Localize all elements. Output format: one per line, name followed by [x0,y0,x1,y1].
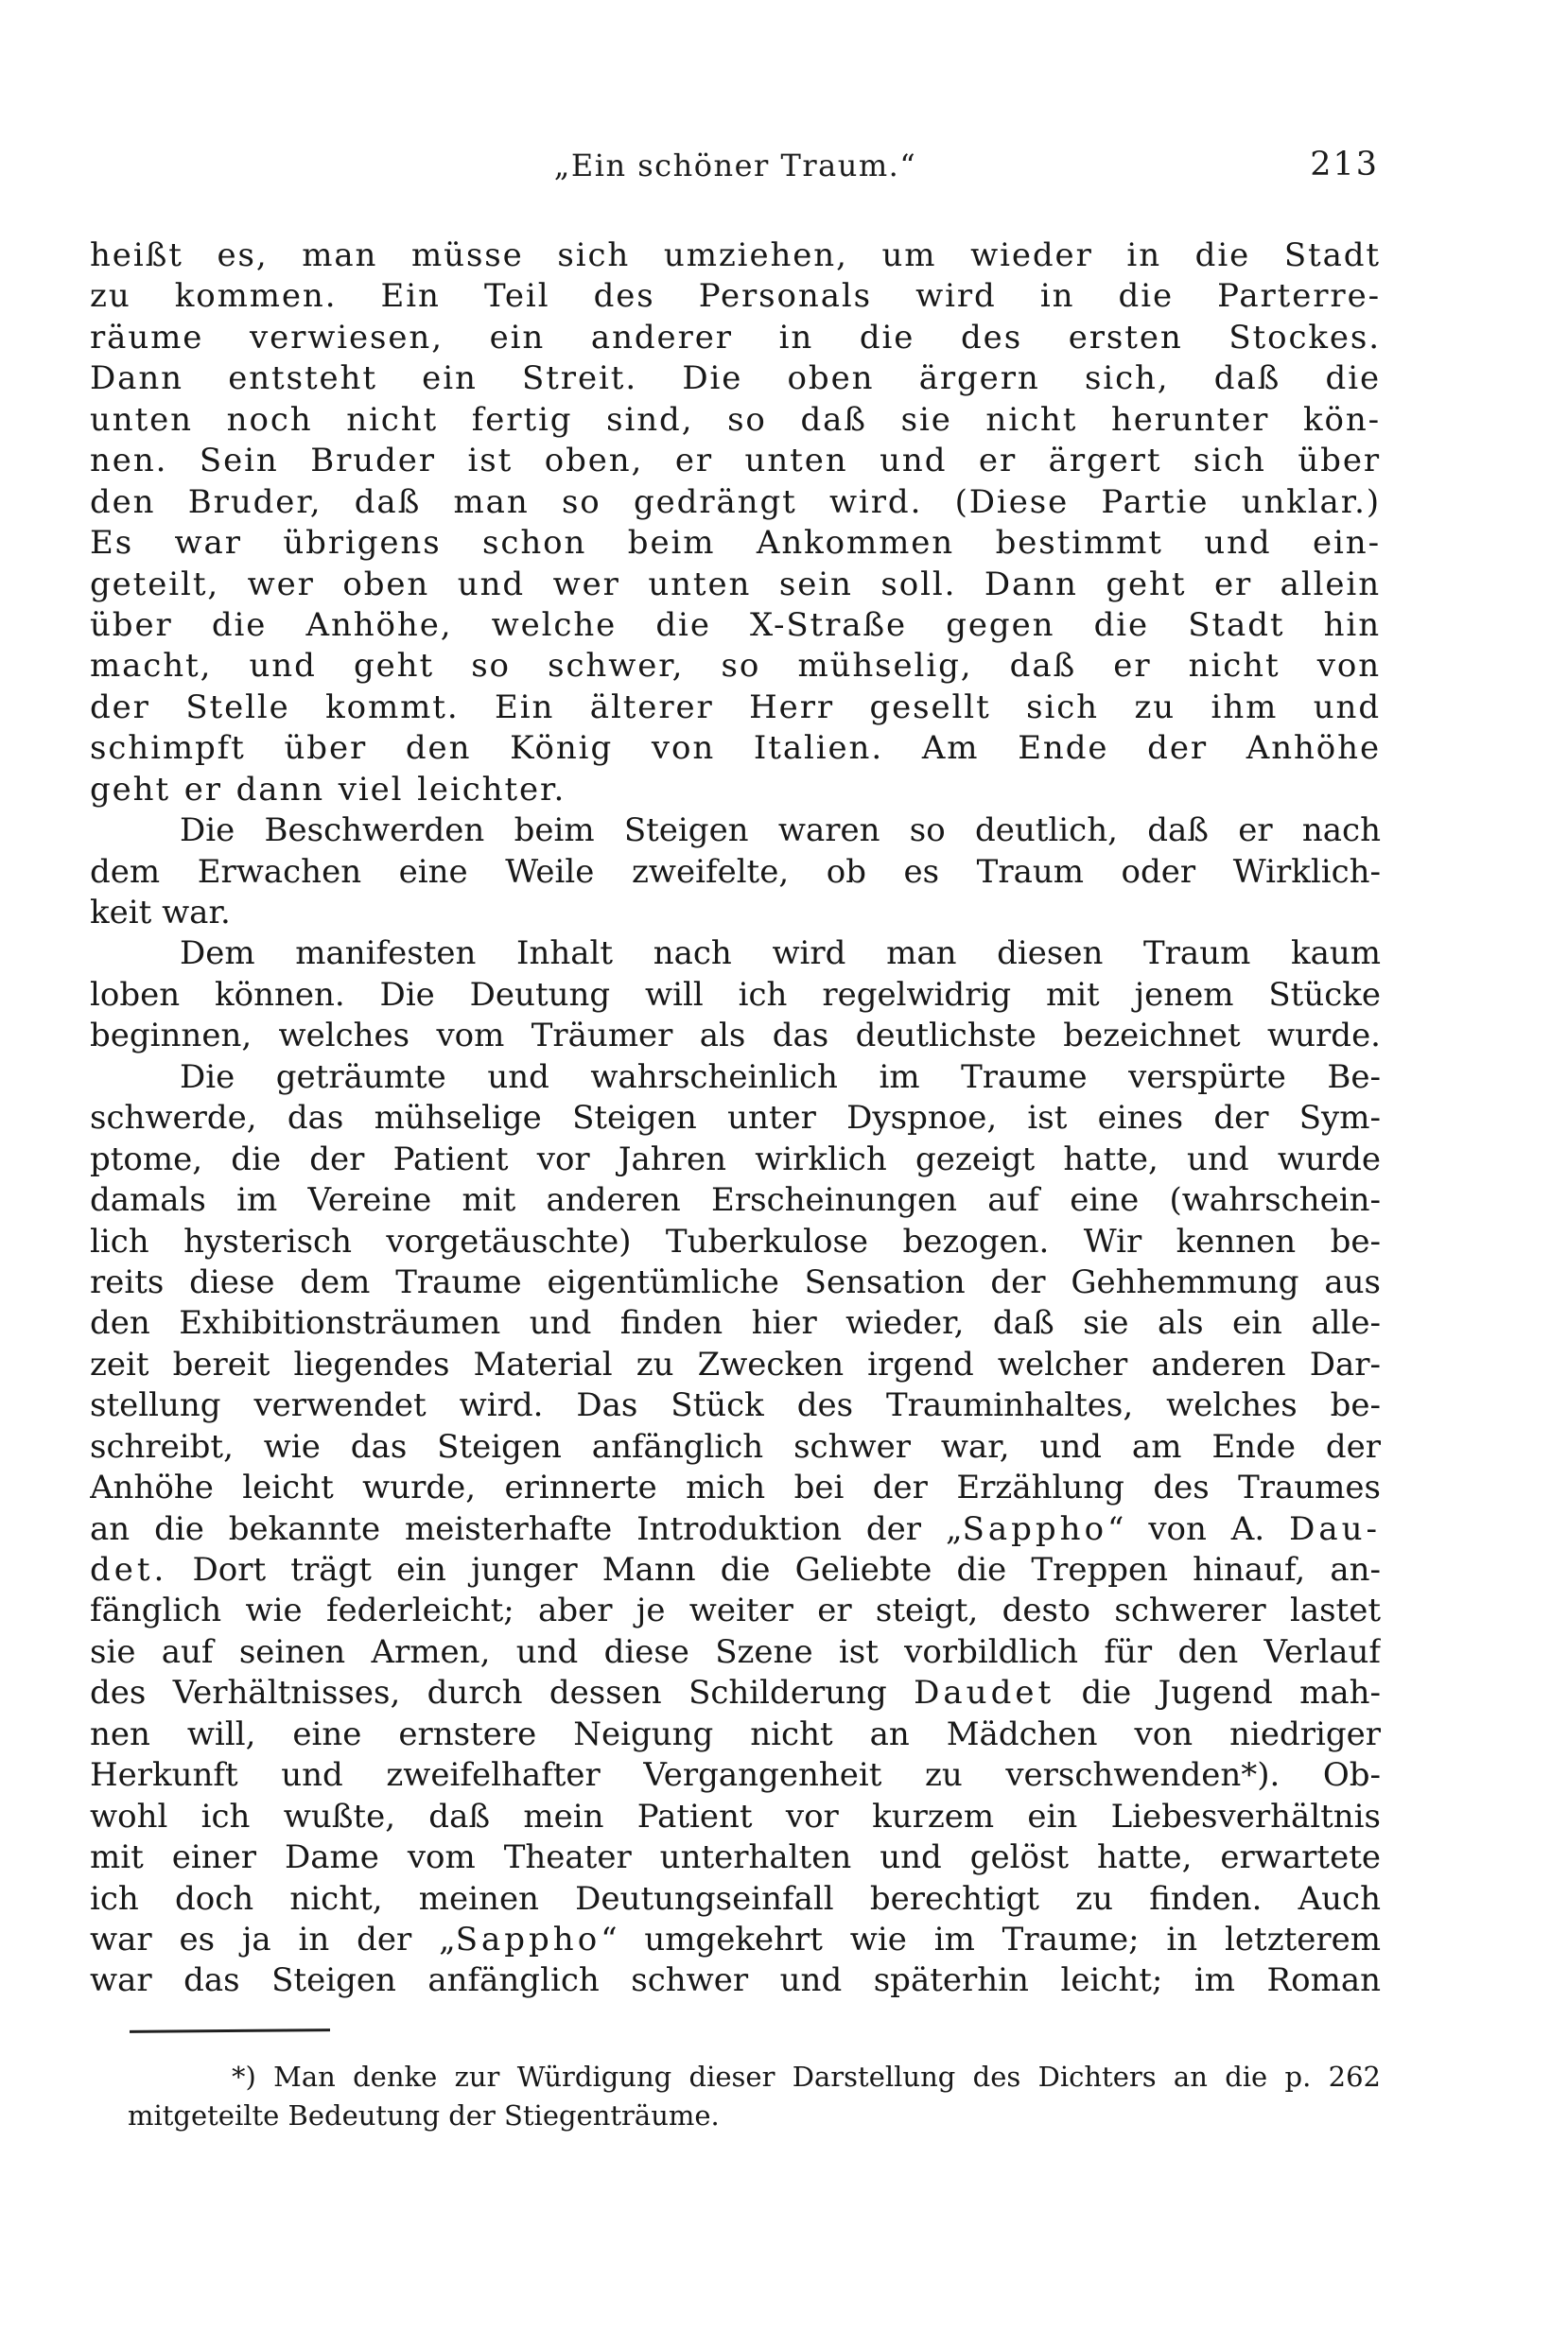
text-line: fänglich wie federleicht; aber je weiter er steigt, desto schwerer lastet [90,1592,1381,1630]
text-line: Herkunft und zweifelhafter Vergangenheit zu verschwenden*). Ob- [90,1756,1381,1795]
text-line: unten noch nicht fertig sind, so daß sie nicht herunter kön- [90,400,1381,439]
text-line: Die geträumte und wahrscheinlich im Traume verspürte Be- [180,1057,1381,1096]
text-line: des Verhältnisses, durch dessen Schilderung Daudet die Jugend mah- [90,1674,1381,1713]
text-line: ich doch nicht, meinen Deutungseinfall berechtigt zu finden. Auch [90,1879,1381,1918]
text-line: schimpft über den König von Italien. Am Ende der Anhöhe [90,729,1381,768]
text-line: an die bekannte meisterhafte Introduktion der „Sappho“ von A. Dau- [90,1509,1381,1548]
text-line: mit einer Dame vom Theater unterhalten und gelöst hatte, erwartete [90,1838,1381,1877]
letterspaced-name: Dau- [1289,1509,1381,1548]
text-line: zu kommen. Ein Teil des Personals wird in die Parterre- [90,277,1381,316]
text-line: det. Dort trägt ein junger Mann die Geliebte die Treppen hinauf, an- [90,1551,1381,1589]
text-line: keit war. [90,894,231,931]
text-line: war es ja in der „Sappho“ umgekehrt wie im Traume; in letzterem [90,1920,1381,1959]
text-line: räume verwiesen, ein anderer in die des ersten Stockes. [90,318,1381,357]
text-line: macht, und geht so schwer, so mühselig, daß er nicht von [90,647,1381,686]
text-line: geht er dann viel leichter. [90,770,566,809]
text-line: beginnen, welches vom Träumer als das deutlichste bezeichnet wurde. [90,1017,1381,1055]
running-head: „Ein schöner Traum.“ [553,148,917,183]
text-line: schwerde, das mühselige Steigen unter Dyspnoe, ist eines der Sym- [90,1099,1381,1138]
text-line: den Exhibitionsträumen und finden hier wieder, daß sie als ein alle- [90,1304,1381,1343]
text-line: nen will, eine ernstere Neigung nicht an Mädchen von niedriger [90,1715,1381,1753]
text-line: Es war übrigens schon beim Ankommen bestimmt und ein- [90,524,1381,563]
page-number: 213 [1310,146,1379,183]
text-line: heißt es, man müsse sich umziehen, um wieder in die Stadt [90,236,1381,274]
text-line: schreibt, wie das Steigen anfänglich schwer war, und am Ende der [90,1427,1381,1466]
text-line: wohl ich wußte, daß mein Patient vor kurzem ein Liebesverhältnis [90,1797,1381,1836]
text-line: reits diese dem Traume eigentümliche Sensation der Gehhemmung aus [90,1262,1381,1301]
footnote-separator-rule [130,2028,330,2033]
text-line: dem Erwachen eine Weile zweifelte, ob es Traum oder Wirklich- [90,852,1381,891]
text-line: mitgeteilte Bedeutung der Stiegenträume. [128,2099,720,2132]
text-line: damals im Vereine mit anderen Erscheinungen auf eine (wahrschein- [90,1181,1381,1220]
text-line: Dem manifesten Inhalt nach wird man diesen Traum kaum [180,934,1381,973]
text-line: lich hysterisch vorgetäuschte) Tuberkulose bezogen. Wir kennen be- [90,1222,1381,1261]
text-line: war das Steigen anfänglich schwer und späterhin leicht; im Roman [90,1961,1381,2000]
text-line: Die Beschwerden beim Steigen waren so deutlich, daß er nach [180,811,1381,850]
text-line: loben können. Die Deutung will ich regelwidrig mit jenem Stücke [90,975,1381,1014]
text-line: zeit bereit liegendes Material zu Zwecken irgend welcher anderen Dar- [90,1345,1381,1384]
text-line: der Stelle kommt. Ein älterer Herr gesellt sich zu ihm und [90,688,1381,726]
letterspaced-name: Sappho [455,1920,601,1959]
text-line: geteilt, wer oben und wer unten sein soll. Dann geht er allein [90,565,1381,603]
text-line: Dann entsteht ein Streit. Die oben ärgern sich, daß die [90,359,1381,398]
text-line: stellung verwendet wird. Das Stück des Trauminhaltes, welches be- [90,1386,1381,1425]
text-line: nen. Sein Bruder ist oben, er unten und er ärgert sich über [90,442,1381,480]
text-line: *) Man denke zur Würdigung dieser Darstellung des Dichters an die p. 262 [232,2061,1381,2093]
body-text-block [90,235,1381,2002]
letterspaced-name: Sappho [962,1509,1108,1548]
text-line: sie auf seinen Armen, und diese Szene ist vorbildlich für den Verlauf [90,1632,1381,1671]
letterspaced-name: det. [90,1551,168,1589]
footnote-block [128,2058,1381,2135]
text-line: den Bruder, daß man so gedrängt wird. (Diese Partie unklar.) [90,482,1381,521]
text-line: ptome, die der Patient vor Jahren wirklich gezeigt hatte, und wurde [90,1140,1381,1178]
text-line: über die Anhöhe, welche die X-Straße gegen die Stadt hin [90,605,1381,644]
letterspaced-name: Daudet [914,1674,1055,1713]
book-page [90,0,1381,2333]
text-line: Anhöhe leicht wurde, erinnerte mich bei der Erzählung des Traumes [90,1469,1381,1507]
